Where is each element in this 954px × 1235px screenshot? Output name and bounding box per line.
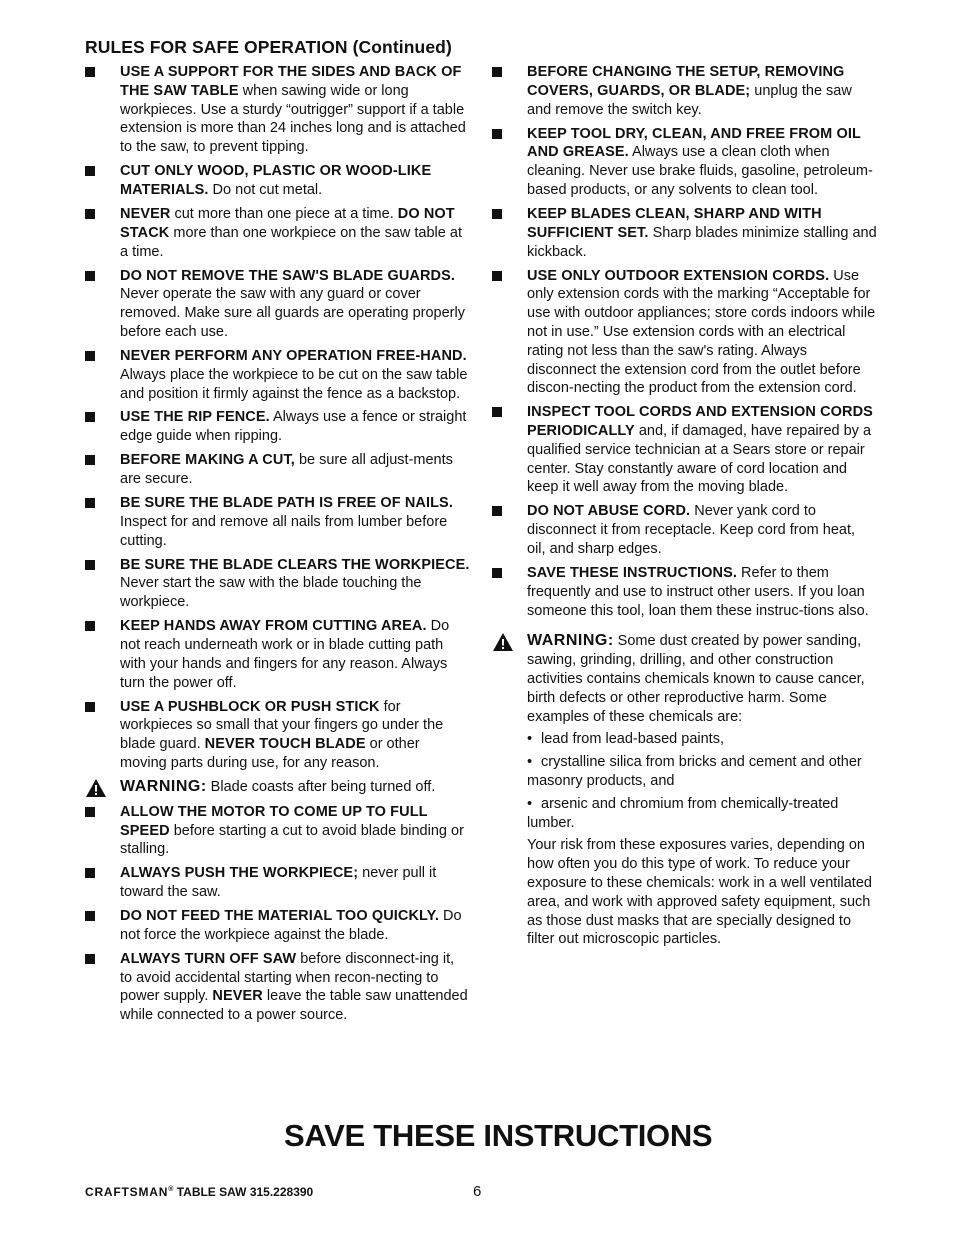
rule-item <box>492 564 877 620</box>
rule-text: more than one workpiece on the saw table at a time. <box>120 224 462 260</box>
bullet-icon <box>85 560 95 570</box>
warning-label: WARNING: <box>120 777 207 795</box>
warning-closing-text: Your risk from these exposures varies, depending on how often you do this type of work. To reduce your exposure to these chemicals: work in a well ventilated area, and work with approved safety equipment, such as those dust masks that are specially designed to filter out microscopic particles. <box>527 837 872 948</box>
rule-text: Never operate the saw with any guard or cover removed. Make sure all guards are operating properly before each use. <box>120 286 465 340</box>
rule-item <box>85 267 470 342</box>
bullet-dot-icon: • <box>527 795 533 812</box>
rule-item <box>492 205 877 261</box>
rule-item <box>85 494 470 550</box>
rule-text: Do not force the workpiece against the blade. <box>120 908 462 943</box>
rule-text: or other moving parts during use, for any reason. <box>120 736 420 771</box>
rule-heading: DO NOT FEED THE MATERIAL TOO QUICKLY. <box>120 908 439 925</box>
list-item <box>527 753 877 791</box>
rule-item <box>85 617 470 692</box>
rule-text: never pull it toward the saw. <box>120 865 437 901</box>
rule-heading: ALWAYS TURN OFF SAW <box>120 950 297 967</box>
bullet-icon <box>85 351 95 361</box>
rule-item <box>492 502 877 558</box>
warning-triangle-icon <box>492 632 514 652</box>
bullet-icon <box>85 868 95 878</box>
warning-triangle-icon <box>85 778 107 798</box>
rule-text: Use only extension cords with the marking “Acceptable for use with outdoor appliances; store cords indoors while not in use.” Use extension cords with an electrical rating not less than the saw's rating. Always disconnect the extension cord from the outlet before discon-necting the product from the extension cord. <box>527 267 876 397</box>
rule-text: Always use a fence or straight edge guide when ripping. <box>120 409 467 445</box>
warning-text: Blade coasts after being turned off. <box>206 778 436 795</box>
rule-text: Do not reach underneath work or in blade cutting path with your hands and fingers for any reason. Always turn the power off. <box>120 618 450 691</box>
rule-heading: KEEP HANDS AWAY FROM CUTTING AREA. <box>120 618 427 635</box>
rule-heading: NEVER <box>212 988 263 1005</box>
rule-heading: BE SURE THE BLADE CLEARS THE WORKPIECE. <box>120 556 470 573</box>
section-title: RULES FOR SAFE OPERATION (Continued) <box>85 37 452 57</box>
rule-heading: DO NOT REMOVE THE SAW'S BLADE GUARDS. <box>120 267 456 284</box>
bullet-icon <box>85 954 95 964</box>
rule-heading: INSPECT TOOL CORDS AND EXTENSION CORDS PERIODICALLY <box>527 404 873 440</box>
page-number: 6 <box>473 1183 482 1200</box>
bullet-icon <box>492 506 502 516</box>
bullet-icon <box>85 209 95 219</box>
rule-item <box>85 864 470 902</box>
rule-heading: BEFORE MAKING A CUT, <box>120 452 295 469</box>
rule-heading: KEEP TOOL DRY, CLEAN, AND FREE FROM OIL AND GREASE. <box>527 125 861 161</box>
rule-text: before disconnect-ing it, to avoid accidental starting when recon-necting to power supply. <box>120 950 455 1005</box>
rule-text: Do not cut metal. <box>208 181 323 198</box>
rule-text: and, if damaged, have repaired by a qualified service technician at a Sears store or repair center. Stay constantly aware of cord location and keep it well away from the moving blade. <box>527 423 872 496</box>
rule-heading: KEEP BLADES CLEAN, SHARP AND WITH SUFFICIENT SET. <box>527 205 822 241</box>
rule-item <box>85 698 470 773</box>
rule-item <box>85 347 470 403</box>
bullet-icon <box>85 702 95 712</box>
rule-heading: CUT ONLY WOOD, PLASTIC OR WOOD-LIKE MATERIALS. <box>120 163 432 198</box>
bullet-icon <box>492 67 502 77</box>
rule-item <box>85 451 470 489</box>
rule-item <box>85 205 470 261</box>
warning-block <box>85 778 470 797</box>
bullet-icon <box>492 568 502 578</box>
bullet-icon <box>85 412 95 422</box>
rule-item <box>85 907 470 945</box>
rule-text: Inspect for and remove all nails from lumber before cutting. <box>120 513 448 549</box>
bullet-icon <box>492 129 502 139</box>
bullet-icon <box>85 455 95 465</box>
rule-item <box>85 950 470 1025</box>
rule-item <box>492 403 877 497</box>
bullet-dot-icon: • <box>527 754 533 771</box>
rule-heading: DO NOT ABUSE CORD. <box>527 503 691 520</box>
warning-text: Some dust created by power sanding, sawing, grinding, drilling, and other construction activities contains chemicals known to cause cancer, birth defects or other reproductive harm. Some examples of these chemicals are: <box>527 633 865 725</box>
rule-text: leave the table saw unattended while connected to a power source. <box>120 988 468 1024</box>
rule-heading: USE THE RIP FENCE. <box>120 409 270 426</box>
rule-text: Never yank cord to disconnect it from receptacle. Keep cord from heat, oil, and sharp edges. <box>527 503 856 558</box>
rule-heading: USE ONLY OUTDOOR EXTENSION CORDS. <box>527 267 830 284</box>
warning-block <box>492 632 877 949</box>
bullet-icon <box>85 271 95 281</box>
rule-text: before starting a cut to avoid blade binding or stalling. <box>120 822 464 858</box>
bullet-icon <box>85 166 95 176</box>
rule-text: Refer to them frequently and use to instruct other users. If you loan someone this tool, loan them these instruc-tions also. <box>527 565 869 619</box>
rule-heading: NEVER PERFORM ANY OPERATION FREE-HAND. <box>120 347 467 364</box>
bullet-icon <box>85 911 95 921</box>
rule-item <box>85 556 470 612</box>
rule-item <box>85 162 470 200</box>
rule-text: Sharp blades minimize stalling and kickback. <box>527 224 877 260</box>
brand-logo: CRAFTSMAN <box>85 1185 169 1199</box>
rule-item <box>85 63 470 157</box>
bullet-icon <box>492 209 502 219</box>
rule-item <box>85 408 470 446</box>
bullet-icon <box>85 498 95 508</box>
rule-item <box>492 267 877 399</box>
bullet-icon <box>492 407 502 417</box>
rule-item <box>492 125 877 200</box>
rule-item <box>85 803 470 859</box>
rule-heading: BE SURE THE BLADE PATH IS FREE OF NAILS. <box>120 495 453 512</box>
rule-text: unplug the saw and remove the switch key. <box>527 82 852 118</box>
rule-text: for workpieces so small that your fingers go under the blade guard. <box>120 698 444 753</box>
list-item-text: lead from lead-based paints, <box>541 731 724 748</box>
rule-heading: ALWAYS PUSH THE WORKPIECE; <box>120 865 359 882</box>
left-column <box>85 63 470 1030</box>
footer <box>85 1185 313 1199</box>
list-item <box>527 795 877 833</box>
warning-label: WARNING: <box>527 632 614 650</box>
save-instructions-title: SAVE THESE INSTRUCTIONS <box>284 1118 713 1153</box>
bullet-icon <box>492 271 502 281</box>
rule-heading: BEFORE CHANGING THE SETUP, REMOVING COVERS, GUARDS, OR BLADE; <box>527 64 845 99</box>
list-item <box>527 730 877 749</box>
rule-item <box>492 63 877 119</box>
rule-text: cut more than one piece at a time. <box>170 205 398 222</box>
bullet-icon <box>85 807 95 817</box>
rule-text: when sawing wide or long workpieces. Use a sturdy “outrigger” support if a table extension is more than 24 inches long and is attached to the saw, to prevent tipping. <box>120 82 466 156</box>
bullet-dot-icon: • <box>527 731 533 748</box>
rule-text: be sure all adjust-ments are secure. <box>120 452 453 488</box>
bullet-icon <box>85 67 95 77</box>
right-column <box>492 63 877 955</box>
model-number: TABLE SAW 315.228390 <box>173 1185 314 1199</box>
list-item-text: crystalline silica from bricks and cement and other masonry products, and <box>527 754 862 790</box>
rule-heading: USE A PUSHBLOCK OR PUSH STICK <box>120 698 380 715</box>
list-item-text: arsenic and chromium from chemically-treated lumber. <box>527 795 839 831</box>
registered-mark: ® <box>168 1186 174 1193</box>
rule-heading: NEVER <box>120 205 171 222</box>
rule-heading: ALLOW THE MOTOR TO COME UP TO FULL SPEED <box>120 803 428 839</box>
rule-heading: USE A SUPPORT FOR THE SIDES AND BACK OF THE SAW TABLE <box>120 64 462 99</box>
rule-text: Always use a clean cloth when cleaning. Never use brake fluids, gasoline, petroleum-based products, or any solvents to clean tool. <box>527 144 873 198</box>
bullet-icon <box>85 621 95 631</box>
rule-heading: DO NOT STACK <box>120 205 455 241</box>
rule-heading: NEVER TOUCH BLADE <box>204 736 366 753</box>
rule-text: Always place the workpiece to be cut on the saw table and position it firmly against the fence as a backstop. <box>120 366 468 402</box>
rule-text: Never start the saw with the blade touching the workpiece. <box>120 575 422 611</box>
rule-heading: SAVE THESE INSTRUCTIONS. <box>527 565 737 582</box>
